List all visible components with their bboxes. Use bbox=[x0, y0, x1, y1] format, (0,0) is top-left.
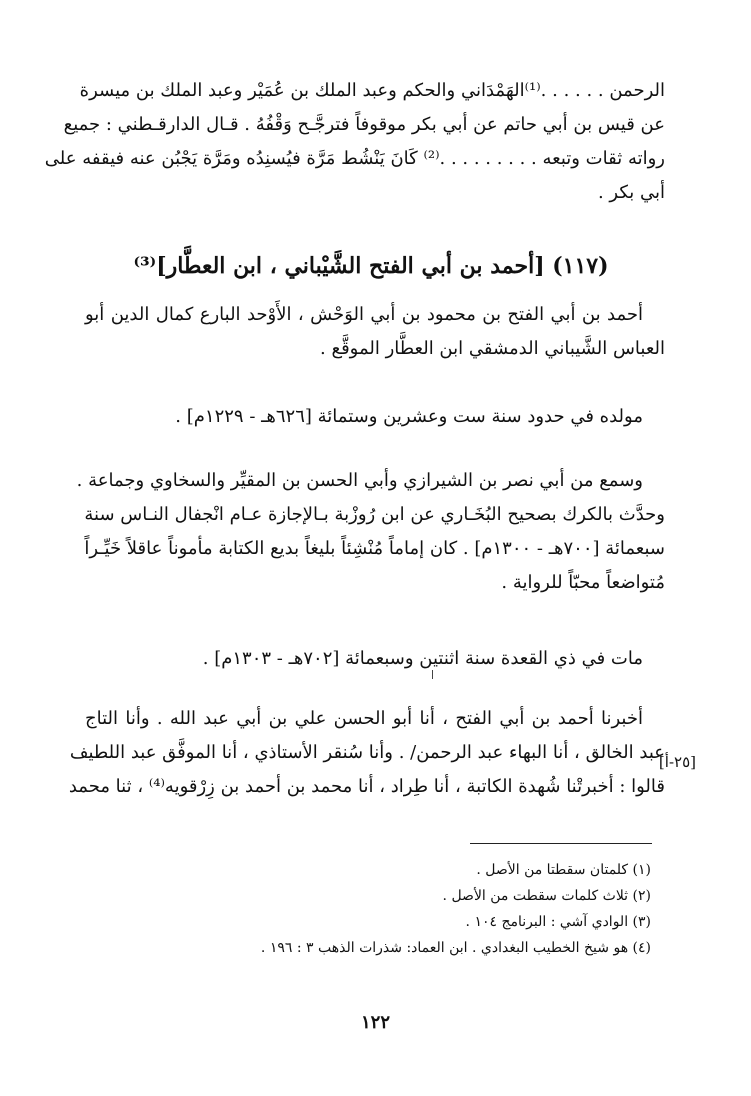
footnote-separator bbox=[470, 843, 652, 844]
text-line: عن قيس بن أبي حاتم عن أبي بكر موقوفاً فترجَّـح وَقْفُهُ . قـال الدارقـطني : جميع bbox=[63, 114, 665, 135]
entry-study bbox=[76, 464, 665, 600]
text-line: أخبرنا أحمد بن أبي الفتح ، أنا أبو الحسن علي بن أبي عبد الله . وأنا التاج bbox=[85, 708, 643, 729]
text-line: العباس الشَّيباني الدمشقي ابن العطَّار الموقَّع . bbox=[320, 338, 665, 359]
text-line: وسمع من أبي نصر بن الشيرازي وأبي الحسن بن المقيِّر والسخاوي وجماعة . bbox=[76, 470, 643, 491]
text-line: أبي بكر . bbox=[597, 182, 665, 203]
entry-chain bbox=[68, 702, 665, 804]
text-line: قالوا : أخبرتْنا شُهدة الكاتبة ، أنا طِراد ، أنا محمد بن أحمد بن زِرْقويه⁽⁴⁾ ، ثنا محمد bbox=[68, 776, 665, 797]
entry-intro bbox=[85, 298, 665, 366]
text-line: الرحمن . . . . . .⁽¹⁾الهَمْدَاني والحكم وعبد الملك بن عُمَيْر وعبد الملك بن ميسرة bbox=[79, 80, 665, 101]
text-line: عبد الخالق ، أنا البهاء عبد الرحمن/ . وأنا سُنقر الأستاذي ، أنا الموفَّق عبد اللطيف bbox=[69, 742, 665, 763]
footnotes bbox=[151, 857, 651, 961]
footnote: (٤) هو شيخ الخطيب البغدادي . ابن العماد: شذرات الذهب ٣ : ١٩٦ . bbox=[260, 940, 651, 956]
text-line: وحدَّث بالكرك بصحيح البُخَـاري عن ابن رُوزْبة بـالإجازة عـام انْجفال النـاس سنة bbox=[84, 504, 665, 525]
entry-heading: (١١٧) [أحمد بن أبي الفتح الشَّيْباني ، ابن العطَّار]⁽³⁾ bbox=[133, 253, 609, 279]
text-line: أحمد بن أبي الفتح بن محمود بن أبي الوَحْش ، الأَوْحد البارع كمال الدين أبو bbox=[85, 304, 643, 325]
page-number: ١٢٢ bbox=[360, 1012, 390, 1033]
entry-death bbox=[85, 642, 665, 676]
entry-birth bbox=[85, 400, 665, 434]
text-line: مات في ذي القعدة سنة اثنتين وسبعمائة [٧٠٢هـ - ١٣٠٣م] . bbox=[202, 648, 643, 669]
stray-mark bbox=[432, 670, 433, 679]
footnote: (٢) ثلاث كلمات سقطت من الأصل . bbox=[442, 888, 651, 904]
footnote: (٣) الوادي آشي : البرنامج ١٠٤ . bbox=[465, 914, 651, 930]
text-line: مولده في حدود سنة ست وعشرين وستمائة [٦٢٦هـ - ١٢٢٩م] . bbox=[175, 406, 643, 427]
footnote: (١) كلمتان سقطتا من الأصل . bbox=[476, 862, 651, 878]
manuscript-folio-ref: [٢٥-أ] bbox=[658, 753, 696, 771]
text-line: مُتواضعاً محبّاً للرواية . bbox=[501, 572, 665, 593]
text-line: رواته ثقات وتبعه . . . . . . . . .⁽²⁾ كَانَ يَنْشُط مَرَّة فيُسنِدُه ومَرَّة يَجْبُن عنه فيقفه على bbox=[44, 148, 665, 169]
text-line: سبعمائة [٧٠٠هـ - ١٣٠٠م] . كان إماماً مُنْشِئاً بليغاً بديع الكتابة مأموناً عاقلاً خَيِّـراً bbox=[84, 538, 665, 559]
continued-text-block bbox=[44, 74, 665, 210]
